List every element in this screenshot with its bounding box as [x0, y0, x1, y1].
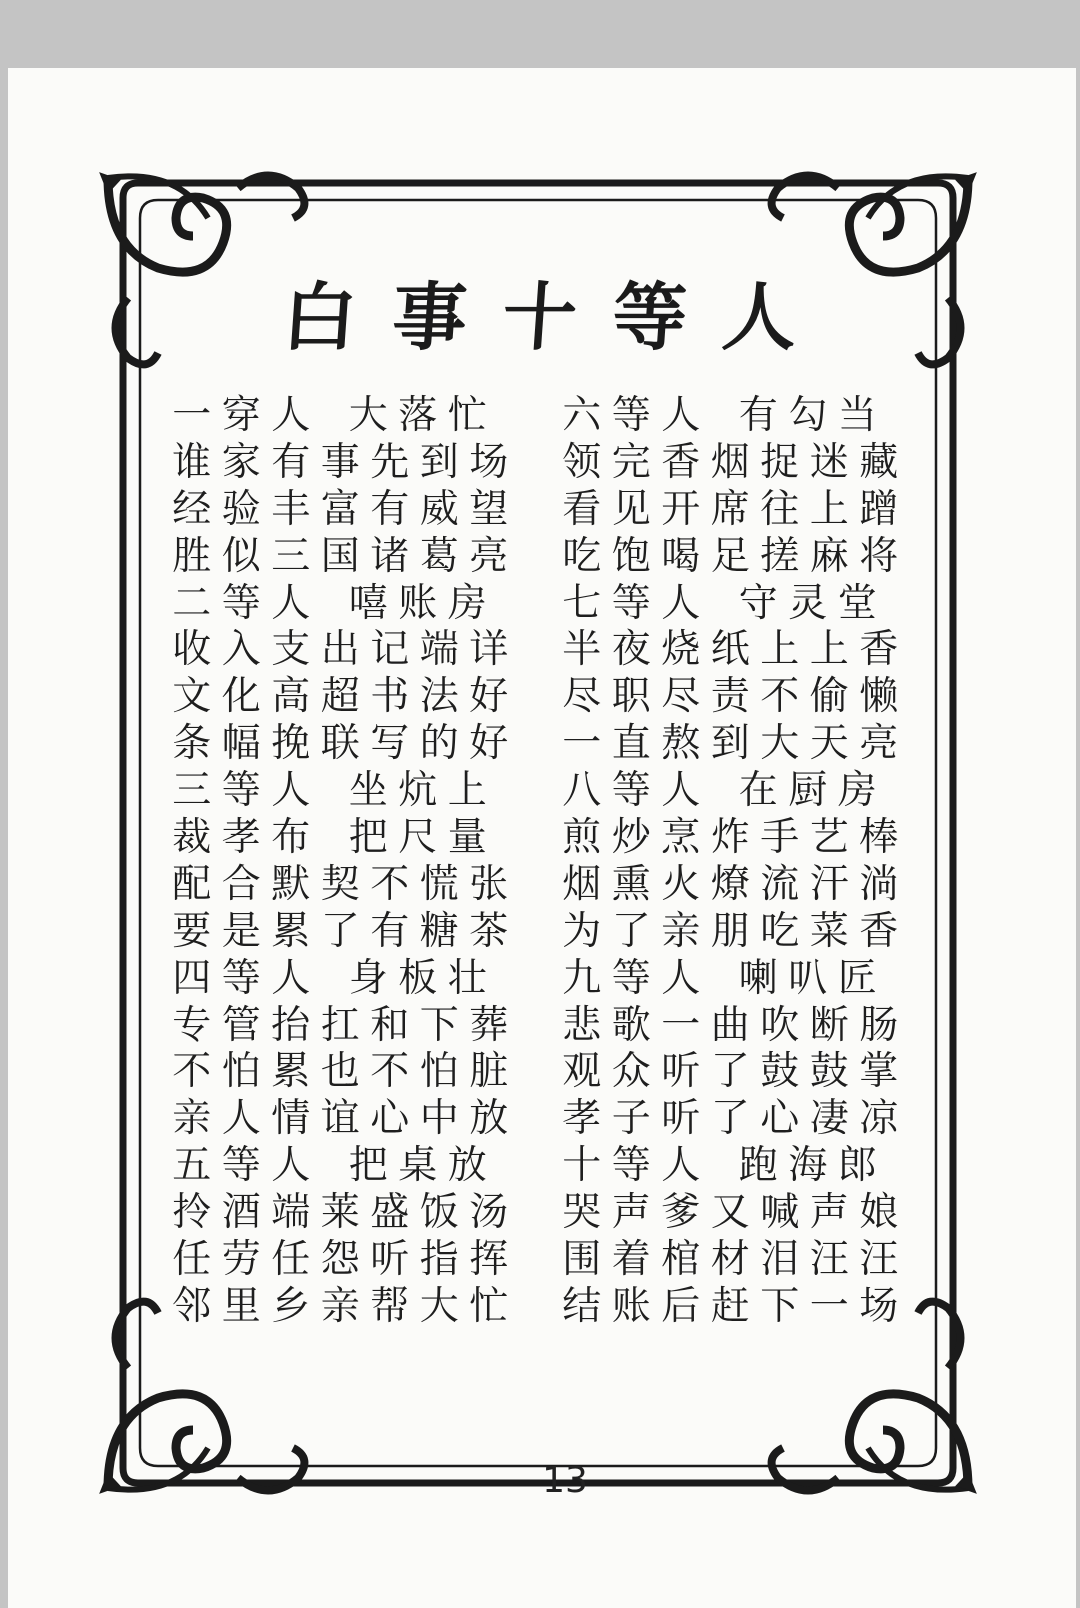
- verse-line: 谁 家 有 事 先 到 场: [172, 439, 509, 485]
- verse-line: 吃 饱 喝 足 搓 麻 将: [562, 533, 899, 579]
- verse-line: 九 等 人 喇 叭 匠: [562, 955, 877, 1001]
- verse-line: 烟 熏 火 燎 流 汗 淌: [562, 861, 899, 907]
- verse-line: 专 管 抬 扛 和 下 葬: [172, 1002, 509, 1048]
- verse-line: 一 穿 人 大 落 忙: [172, 393, 487, 438]
- verse-line: 不 怕 累 也 不 怕 脏: [172, 1049, 509, 1095]
- title-char: 人: [719, 275, 800, 361]
- verse-line: 邻 里 乡 亲 帮 大 忙: [172, 1283, 509, 1329]
- verse-line: 经 验 丰 富 有 威 望: [172, 486, 509, 532]
- title-char: 白: [279, 275, 360, 361]
- verse-line: 胜 似 三 国 诸 葛 亮: [172, 533, 509, 579]
- verse-line: 领 完 香 烟 捉 迷 藏: [562, 439, 899, 485]
- verse-line: 孝 子 听 了 心 凄 凉: [562, 1096, 899, 1142]
- page-number: 13: [542, 1460, 588, 1501]
- page-title: [270, 262, 810, 362]
- verse-line: 一 直 熬 到 大 天 亮: [562, 721, 899, 767]
- verse-line: 悲 歌 一 曲 吹 断 肠: [562, 1002, 899, 1048]
- title-char: 等: [609, 275, 690, 361]
- verse-line: 观 众 听 了 鼓 鼓 掌: [562, 1049, 899, 1095]
- verse-line: 四 等 人 身 板 壮: [172, 955, 487, 1001]
- verse-line: 要 是 累 了 有 糖 茶: [172, 908, 509, 954]
- verse-line: 二 等 人 嘻 账 房: [172, 580, 487, 626]
- verse-line: 裁 孝 布 把 尺 量: [172, 815, 487, 861]
- verse-line: 围 着 棺 材 泪 汪 汪: [562, 1237, 899, 1283]
- verse-line: 煎 炒 烹 炸 手 艺 棒: [562, 815, 899, 861]
- verse-line: 六 等 人 有 勾 当: [562, 393, 877, 438]
- verse-line: 半 夜 烧 纸 上 上 香: [562, 627, 899, 673]
- verse-column-left: [167, 393, 514, 1331]
- verse-line: 八 等 人 在 厨 房: [562, 768, 877, 814]
- title-char: 事: [389, 275, 470, 361]
- verse-line: 拎 酒 端 莱 盛 饭 汤: [172, 1190, 509, 1236]
- verse-line: 五 等 人 把 桌 放: [172, 1143, 487, 1189]
- verse-line: 文 化 高 超 书 法 好: [172, 674, 509, 720]
- verse-line: 三 等 人 坐 炕 上: [172, 768, 487, 814]
- verse-line: 任 劳 任 怨 听 指 挥: [172, 1237, 509, 1283]
- verse-line: 为 了 亲 朋 吃 菜 香: [562, 908, 899, 954]
- verse-line: 结 账 后 赶 下 一 场: [562, 1283, 899, 1329]
- verse-line: 哭 声 爹 又 喊 声 娘: [562, 1190, 899, 1236]
- verse-line: 七 等 人 守 灵 堂: [562, 580, 877, 626]
- verse-line: 尽 职 尽 责 不 偷 懒: [562, 674, 899, 720]
- verse-line: 收 入 支 出 记 端 详: [172, 627, 509, 673]
- title-char: 十: [499, 275, 580, 361]
- verse-line: 看 见 开 席 往 上 蹭: [562, 486, 899, 532]
- verse-column-right: [557, 393, 904, 1331]
- verse-line: 配 合 默 契 不 慌 张: [172, 861, 509, 907]
- verse-line: 十 等 人 跑 海 郎: [562, 1143, 877, 1189]
- verse-line: 条 幅 挽 联 写 的 好: [172, 721, 509, 767]
- verse-line: 亲 人 情 谊 心 中 放: [172, 1096, 509, 1142]
